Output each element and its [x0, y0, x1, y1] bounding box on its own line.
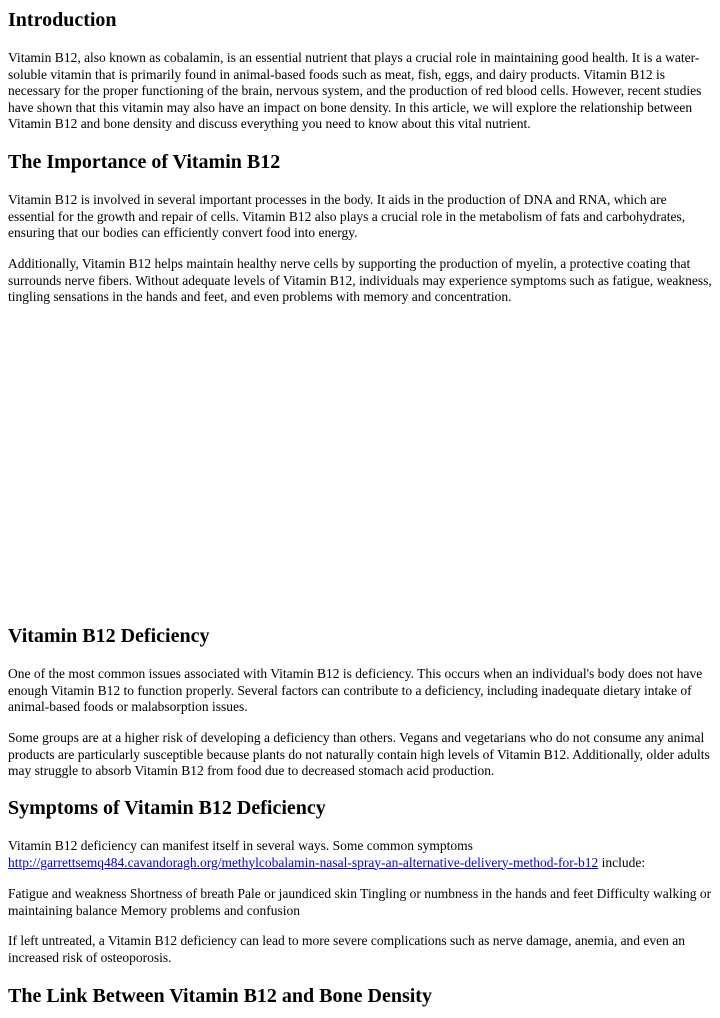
paragraph-importance-2: Additionally, Vitamin B12 helps maintain healthy nerve cells by supporting the production of myelin, a protective coating that surrounds nerve fibers. Without adequate levels of Vitamin B12, individuals may experience symptoms such as fatigue, weakness, tingling sensations in the hands and feet, and even problems with memory and concentration. [8, 256, 712, 304]
heading-deficiency: Vitamin B12 Deficiency [8, 625, 210, 647]
external-link[interactable]: http://garrettsemq484.cavandoragh.org/methylcobalamin-nasal-spray-an-alternative-delivery-method-for-b12 [8, 854, 599, 870]
paragraph-symptoms-3: If left untreated, a Vitamin B12 deficiency can lead to more severe complications such as nerve damage, anemia, and even an increased risk of osteoporosis. [8, 933, 686, 965]
heading-link-bone-density: The Link Between Vitamin B12 and Bone Density [8, 985, 432, 1007]
heading-importance: The Importance of Vitamin B12 [8, 151, 281, 173]
heading-symptoms: Symptoms of Vitamin B12 Deficiency [8, 797, 326, 819]
paragraph-intro: Vitamin B12, also known as cobalamin, is an essential nutrient that plays a crucial role in maintaining good health. It is a water-soluble vitamin that is primarily found in animal-based foods such as meat, fish, eggs, and dairy products. Vitamin B12 is necessary for the proper functioning of the brain, nervous system, and the production of red blood cells. However, recent studies have shown that this vitamin may also have an impact on bone density. In this article, we will explore the relationship between Vitamin B12 and bone density and discuss everything you need to know about this vital nutrient. [8, 50, 702, 131]
paragraph-deficiency-1: One of the most common issues associated with Vitamin B12 is deficiency. This occurs when an individual's body does not have enough Vitamin B12 to function properly. Several factors can contribute to a deficiency, including inadequate dietary intake of animal-based foods or malabsorption issues. [8, 666, 703, 714]
symptoms-text-after: include: [598, 854, 646, 870]
symptoms-text-before: Vitamin B12 deficiency can manifest itself in several ways. Some common symptoms [8, 838, 473, 853]
heading-introduction: Introduction [8, 9, 117, 31]
blank-space [8, 310, 714, 610]
paragraph-symptoms-1 [8, 838, 714, 871]
paragraph-importance-1: Vitamin B12 is involved in several important processes in the body. It aids in the production of DNA and RNA, which are essential for the growth and repair of cells. Vitamin B12 also plays a crucial role in the metabolism of fats and carbohydrates, ensuring that our bodies can efficiently convert food into energy. [8, 192, 686, 240]
paragraph-deficiency-2: Some groups are at a higher risk of developing a deficiency than others. Vegans and vegetarians who do not consume any animal products are particularly susceptible because plants do not naturally contain high levels of Vitamin B12. Additionally, older adults may struggle to absorb Vitamin B12 from food due to decreased stomach acid production. [8, 730, 710, 778]
paragraph-symptoms-list: Fatigue and weakness Shortness of breath Pale or jaundiced skin Tingling or numbness in the hands and feet Difficulty walking or maintaining balance Memory problems and confusion [8, 886, 712, 918]
